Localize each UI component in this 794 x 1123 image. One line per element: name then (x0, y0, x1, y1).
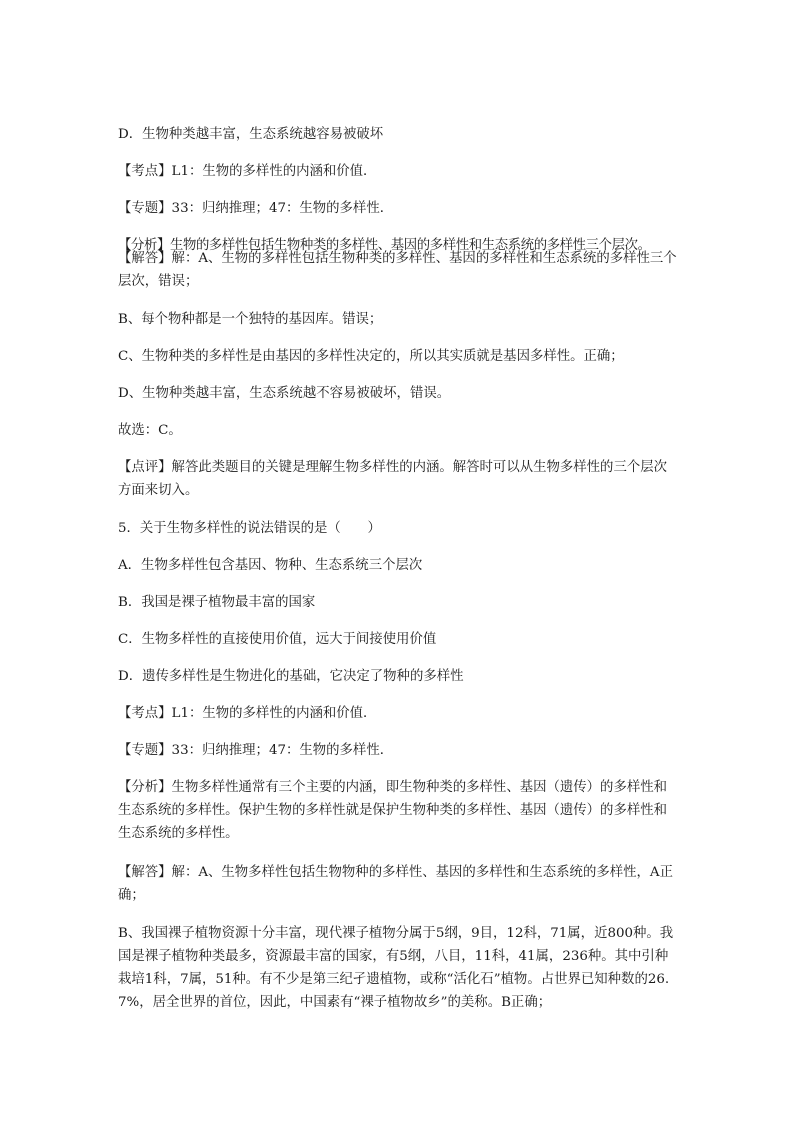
option-b: B．我国是裸子植物最丰富的国家 (118, 595, 316, 610)
fenxi-line: 【分析】生物的多样性包括生物种类的多样性、基因的多样性和生态系统的多样性三个层次。 (118, 238, 651, 253)
dianping-line: 【点评】解答此类题目的关键是理解生物多样性的内涵。解答时可以从生物多样性的三个层次方面来切入。 (118, 460, 668, 498)
zhuanti-line-2: 【专题】33：归纳推理；47：生物的多样性． (118, 743, 394, 758)
answer-b-2: B、我国裸子植物资源十分丰富，现代裸子植物分属于5纲，9目，12科，71属，近800种。我国是裸子植物种类最多，资源最丰富的国家，有5纲，八目，11科，41属，236种。其中引种栽培1科，7属，51种。有不少是第三纪孑遗植物，或称“活化石”植物。占世界已知种数的26.7%，居全世界的首位，因此，中国素有“裸子植物故乡”的美称。B正确； (118, 926, 674, 1010)
option-c: C．生物多样性的直接使用价值，远大于间接使用价值 (118, 632, 437, 647)
jieda-line: 【解答】解：A、生物的多样性包括生物种类的多样性、基因的多样性和生态系统的多样性三个层次，错误； (118, 251, 677, 289)
fenxi-line-2: 【分析】生物多样性通常有三个主要的内涵，即生物种类的多样性、基因（遗传）的多样性和生态系统的多样性。保护生物的多样性就是保护生物种类的多样性、基因（遗传）的多样性和生态系统的多样性。 (118, 780, 668, 841)
kaodian-line-2: 【考点】L1：生物的多样性的内涵和价值． (118, 706, 377, 721)
answer-d: D、生物种类越丰富，生态系统越不容易被破坏，错误。 (118, 386, 451, 401)
zhuanti-line: 【专题】33：归纳推理；47：生物的多样性． (118, 201, 394, 216)
answer-choice: 故选：C。 (118, 423, 182, 438)
answer-c: C、生物种类的多样性是由基因的多样性决定的，所以其实质就是基因多样性。正确； (118, 349, 624, 364)
option-d-previous: D．生物种类越丰富，生态系统越容易被破坏 (118, 127, 384, 142)
answer-b: B、每个物种都是一个独特的基因库。错误； (118, 312, 383, 327)
option-d: D．遗传多样性是生物进化的基础，它决定了物种的多样性 (118, 669, 464, 684)
jieda-line-2: 【解答】解：A、生物多样性包括生物物种的多样性、基因的多样性和生态系统的多样性，A正确； (118, 865, 673, 903)
option-a: A．生物多样性包含基因、物种、生态系统三个层次 (118, 558, 423, 573)
question-5: 5．关于生物多样性的说法错误的是（ ） (118, 521, 381, 536)
kaodian-line: 【考点】L1：生物的多样性的内涵和价值． (118, 164, 377, 179)
